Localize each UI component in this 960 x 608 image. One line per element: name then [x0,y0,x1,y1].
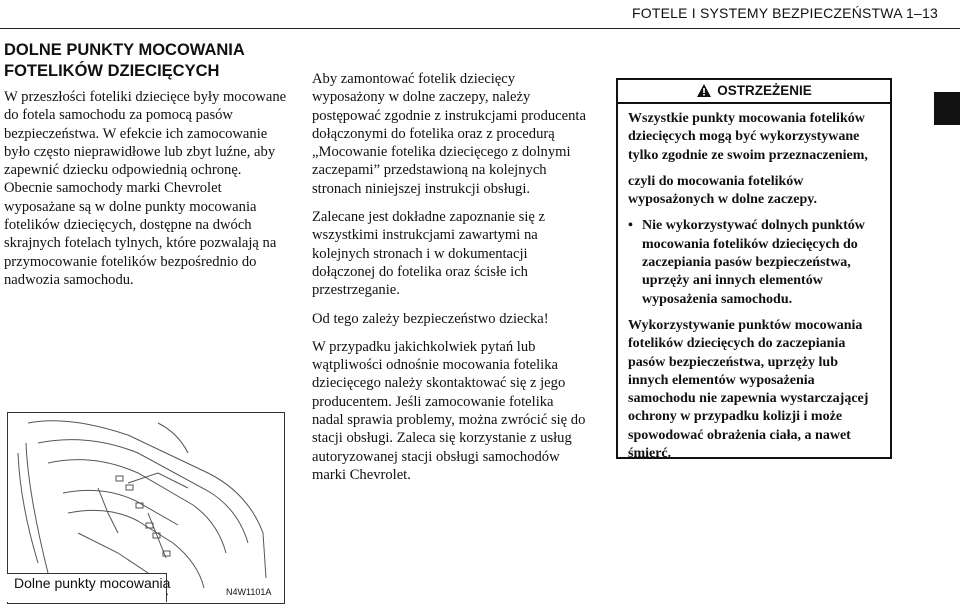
page-header [0,0,960,30]
warning-bullet [628,217,880,308]
left-column [4,40,290,289]
warning-body [618,104,890,463]
warning-text-3: Wykorzystywanie punktów mocowania fotelików dziecięcych do zaczepiania pasów bezpieczeństwa, uprzęży lub innych elementów wyposażenia samochodu nie zapewnia wystarczającej ochrony w przypadku kolizji i może spowodować obrażenia ciała, a nawet śmierć. [628,317,869,462]
section-tab-marker [934,92,960,125]
warning-text-2: czyli do mocowania fotelików wyposażonych w dolne zaczepy. [628,173,817,208]
paragraph-safety: Od tego zależy bezpieczeństwo dziecka! [312,310,549,327]
section-title: DOLNE PUNKTY MOCOWANIA FOTELIKÓW DZIECIĘCYCH [4,41,245,80]
bullet-dot: • [628,218,633,234]
paragraph-recommend: Zalecane jest dokładne zapoznanie się z wszystkimi instrukcjami zawartymi na kolejnych stronach i w dokumentacji dołączonej do fotelika oraz ścisłe ich przestrzeganie. [312,209,545,299]
warning-triangle-icon [696,83,712,98]
paragraph-contact: W przypadku jakichkolwiek pytań lub wątpliwości odnośnie mocowania fotelika dziecięcego należy skontaktować się z jego producentem. Jeśli zamocowanie fotelika nadal sprawia problemy, można zwrócić się do stacji obsługi. Zaleca się korzystanie z usług autoryzowanej stacji obsługi samochodów marki Chevrolet. [312,338,586,483]
warning-box [616,78,892,462]
running-header: FOTELE I SYSTEMY BEZPIECZEŃSTWA 1–13 [632,5,938,21]
intro-paragraph: W przeszłości foteliki dziecięce były mocowane do fotela samochodu za pomocą pasów bezpieczeństwa. W efekcie ich zamocowanie było często nieprawidłowe lub zbyt luźne, aby zapewnić dziecku odpowiednią ochronę. Obecnie samochody marki Chevrolet wyposażane są w dolne punkty mocowania fotelików dziecięcych, dostępne na dwóch skrajnych fotelach tylnych, które pozwalają na przymocowanie fotelików bezpośrednio do nadwozia samochodu. [4,89,287,288]
middle-column [312,70,588,494]
figure-caption: Dolne punkty mocowania [14,575,171,591]
header-rule [0,28,960,29]
warning-text-1: Wszystkie punkty mocowania fotelików dziecięcych mogą być wykorzystywane tylko zgodnie ze swoim przeznaczeniem, [628,111,868,163]
figure-code: N4W1101A [226,587,272,597]
paragraph-install: Aby zamontować fotelik dziecięcy wyposażony w dolne zaczepy, należy postępować zgodnie z instrukcjami producenta dołączonymi do fotelika oraz z procedurą „Mocowanie fotelika dziecięcego z dolnymi zaczepami” przedstawioną na kolejnych stronach niniejszej instrukcji obsługi. [312,71,586,197]
warning-header [618,80,890,104]
warning-heading: OSTRZEŻENIE [717,83,812,98]
warning-bullet-text: Nie wykorzystywać dolnych punktów mocowania fotelików dziecięcych do zaczepiania pasów bezpieczeństwa, uprzęży ani innych elementów wyposażenia samochodu. [642,218,865,307]
